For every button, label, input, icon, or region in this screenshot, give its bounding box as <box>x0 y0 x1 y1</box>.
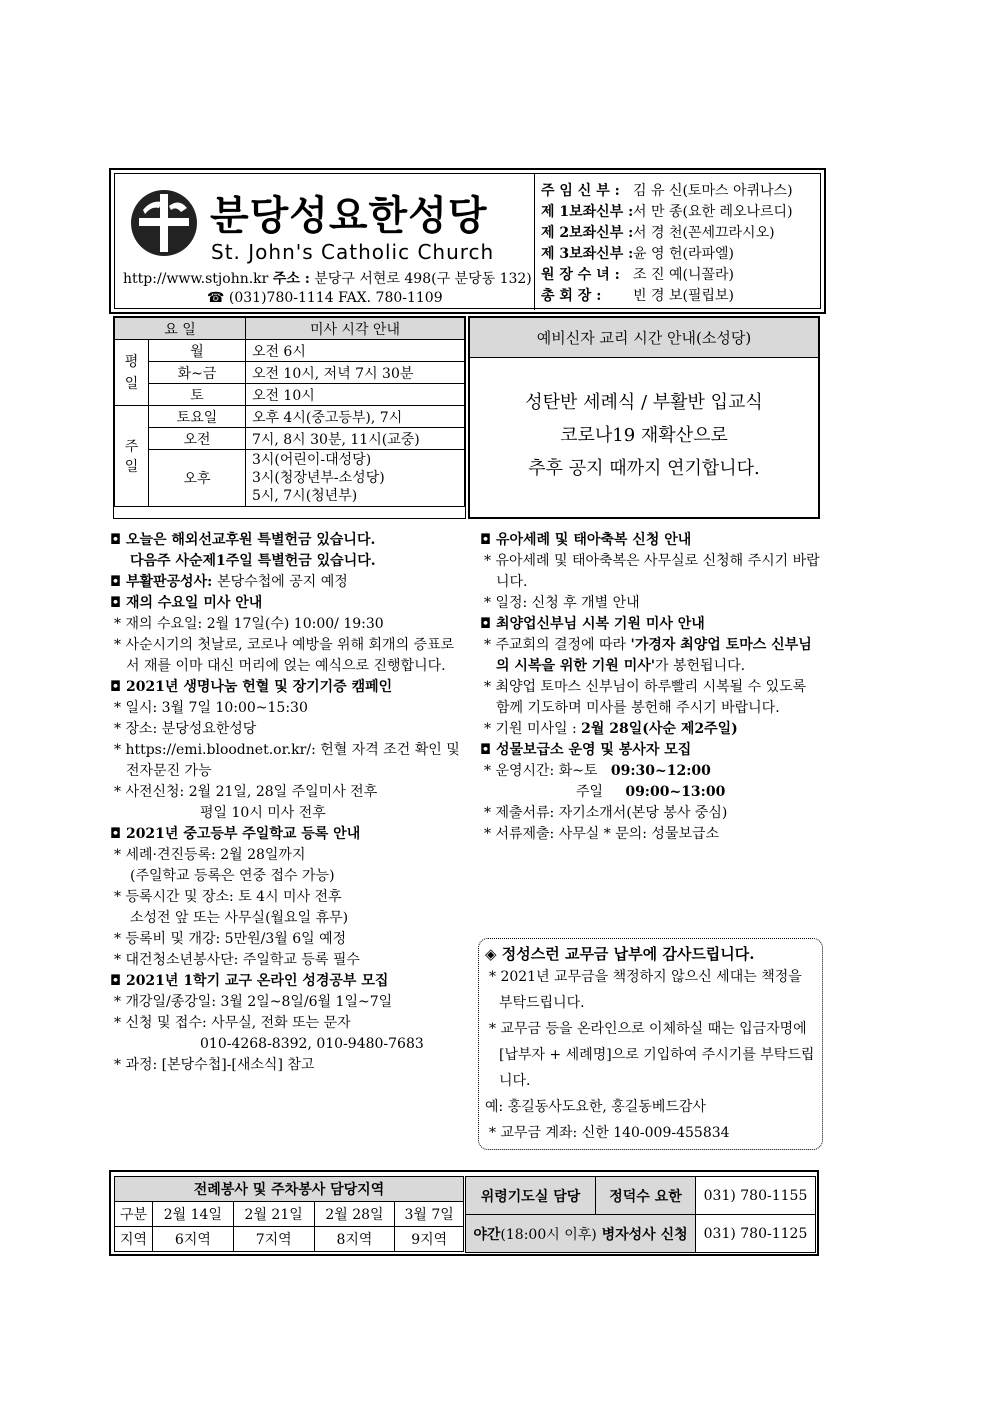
tithe-example: 예: 홍길동사도요한, 홍길동베드감사 <box>485 1099 706 1115</box>
right-column <box>480 530 820 845</box>
left-column <box>110 530 460 1076</box>
notice-heading: ◘ 오늘은 해외선교후원 특별헌금 있습니다. <box>110 530 460 551</box>
mass-day: 오전 <box>149 428 246 450</box>
tithe-bullet: * 2021년 교무금을 책정하지 않으신 세대는 책정을 부탁드립니다. <box>485 964 816 1016</box>
notice-heading: ◘ 최양업신부님 시복 기원 미사 안내 <box>480 614 820 635</box>
service-area: 9지역 <box>395 1227 464 1252</box>
notice-bullet: * 대건청소년봉사단: 주일학교 등록 필수 <box>110 950 460 971</box>
notice-heading: ◘ 재의 수요일 미사 안내 <box>110 593 460 614</box>
notice-text: (주일학교 등록은 연중 접수 가능) <box>130 868 335 884</box>
service-date: 2월 21일 <box>233 1202 314 1227</box>
notice-bullet: * 제출서류: 자기소개서(본당 봉사 중심) <box>480 803 820 824</box>
mass-schedule-table <box>114 317 465 507</box>
logo-area <box>115 174 535 310</box>
contact-table-wrap <box>465 1176 816 1253</box>
mass-schedule <box>113 316 466 519</box>
row-label: 구분 <box>115 1202 153 1227</box>
notice-heading: ◘ 성물보급소 운영 및 봉사자 모집 <box>480 740 820 761</box>
contact-phone: 031) 780-1155 <box>696 1177 816 1215</box>
notice-bullet: * 서류제출: 사무실 * 문의: 성물보급소 <box>480 824 820 845</box>
clergy-row: 원 장 수 녀 : 조 진 예(니꼴라) <box>541 267 734 283</box>
contact-label: 위령기도실 담당 <box>466 1177 596 1215</box>
address-text: 분당구 서현로 498(구 분당동 132) <box>314 271 532 287</box>
notice-heading: ◘ 2021년 1학기 교구 온라인 성경공부 모집 <box>110 971 460 992</box>
tithe-title: ◈ 정성스런 교무금 납부에 감사드립니다. <box>485 943 816 964</box>
church-name-korean: 분당성요한성당 <box>210 193 488 239</box>
sunday-label: 주일 <box>115 406 149 507</box>
church-name-english: St. John's Catholic Church <box>211 240 495 264</box>
notice-text: 평일 10시 미사 전후 <box>200 805 326 821</box>
mass-day: 화~금 <box>149 362 246 384</box>
mass-time: 오후 4시(중고등부), 7시 <box>245 406 464 428</box>
notice-text: 010-4268-8392, 010-9480-7683 <box>200 1036 424 1052</box>
contact-line <box>123 268 532 288</box>
clergy-row: 제 2보좌신부 :서 경 천(꼰세끄라시오) <box>541 225 775 241</box>
notice-bullet: * 과정: [본당수첩]-[새소식] 참고 <box>110 1055 460 1076</box>
tithe-account: * 교무금 계좌: 신한 140-009-455834 <box>485 1120 816 1146</box>
clergy-row: 주 임 신 부 : 김 유 신(토마스 아퀴나스) <box>541 183 793 199</box>
clergy-row: 제 1보좌신부 :서 만 종(요한 레오나르디) <box>541 204 793 220</box>
contact-phone: 031) 780-1125 <box>696 1215 816 1253</box>
notice-bullet: * 기원 미사일 : 2월 28일(사순 제2주일) <box>480 719 820 740</box>
notice-heading: ◘ 유아세례 및 태아축복 신청 안내 <box>480 530 820 551</box>
notice-bullet: * 운영시간: 화~토 09:30~12:00 <box>480 761 820 782</box>
bottom-info <box>109 1170 819 1256</box>
notice-bullet: * 등록시간 및 장소: 토 4시 미사 전후 <box>110 887 460 908</box>
service-area: 7지역 <box>233 1227 314 1252</box>
notice-bullet: * 재의 수요일: 2월 17일(수) 10:00/ 19:30 <box>110 614 460 635</box>
mass-day: 오후 <box>149 450 246 507</box>
notice-bullet: * 사순시기의 첫날로, 코로나 예방을 위해 회개의 증표로서 재를 이마 대신 머리에 얹는 예식으로 진행합니다. <box>110 635 460 677</box>
contact-table <box>465 1176 816 1253</box>
mass-day: 토 <box>149 384 246 406</box>
church-cross-logo-icon <box>129 188 199 258</box>
notice-heading: ◘ 2021년 중고등부 주일학교 등록 안내 <box>110 824 460 845</box>
mass-time: 오전 10시 <box>245 384 464 406</box>
service-date: 3월 7일 <box>395 1202 464 1227</box>
service-date: 2월 14일 <box>153 1202 234 1227</box>
notice-bullet: * 세례·견진등록: 2월 28일까지 <box>110 845 460 866</box>
service-area: 8지역 <box>314 1227 395 1252</box>
mass-time: 오전 10시, 저녁 7시 30분 <box>245 362 464 384</box>
notice-bullet: * 일정: 신청 후 개별 안내 <box>480 593 820 614</box>
notice-bullet: * 개강일/종강일: 3월 2일~8일/6월 1일~7일 <box>110 992 460 1013</box>
clergy-row: 총 회 장 : 빈 경 보(필립보) <box>541 288 734 304</box>
website-link[interactable]: http://www.stjohn.kr <box>123 271 269 287</box>
mass-col-day: 요 일 <box>115 318 246 340</box>
service-area-table-wrap <box>114 1176 464 1252</box>
notice-bullet: * 최양업 토마스 신부님이 하루빨리 시복될 수 있도록 함께 기도하며 미사를 봉헌해 주시기 바랍니다. <box>480 677 820 719</box>
contact-name: 정덕수 요한 <box>596 1177 696 1215</box>
notice-heading: ◘ 2021년 생명나눔 헌혈 및 장기기증 캠페인 <box>110 677 460 698</box>
service-area-table <box>114 1176 464 1252</box>
mass-time: 7시, 8시 30분, 11시(교중) <box>245 428 464 450</box>
service-date: 2월 28일 <box>314 1202 395 1227</box>
notice-bullet: * 등록비 및 개강: 5만원/3월 6일 예정 <box>110 929 460 950</box>
notice-bullet: * 유아세례 및 태아축복은 사무실로 신청해 주시기 바랍니다. <box>480 551 820 593</box>
contact-label: 야간(18:00시 이후) 병자성사 신청 <box>466 1215 696 1253</box>
phone-fax-line: ☎ (031)780-1114 FAX. 780-1109 <box>207 290 443 306</box>
notice-text: 소성전 앞 또는 사무실(월요일 휴무) <box>130 910 349 926</box>
catechumen-title: 예비신자 교리 시간 안내(소성당) <box>470 318 818 358</box>
weekday-label: 평일 <box>115 340 149 406</box>
service-area-title: 전례봉사 및 주차봉사 담당지역 <box>115 1177 464 1202</box>
header-inner <box>114 173 821 309</box>
notice-bullet: * 사전신청: 2월 21일, 28일 주일미사 전후 <box>110 782 460 803</box>
tithe-thanks-box <box>478 938 823 1150</box>
mass-col-time: 미사 시각 안내 <box>245 318 464 340</box>
catechumen-notice: 성탄반 세례식 / 부활반 입교식 코로나19 재확산으로 추후 공지 때까지 연기합니다. <box>525 392 763 479</box>
row-label: 지역 <box>115 1227 153 1252</box>
blood-donation-link[interactable]: * https://emi.bloodnet.or.kr/: 헌혈 자격 조건 확인 및 전자문진 가능 <box>110 740 460 782</box>
bulletin-header <box>109 168 826 314</box>
clergy-list <box>541 180 821 306</box>
notice-bullet: * 주교회의 결정에 따라 '가경자 최양업 토마스 신부님의 시복을 위한 기원 미사'가 봉헌됩니다. <box>480 635 820 677</box>
clergy-row: 제 3보좌신부 :윤 영 헌(라파엘) <box>541 246 734 262</box>
notice-bullet: * 일시: 3월 7일 10:00~15:30 <box>110 698 460 719</box>
catechumen-box <box>468 316 820 519</box>
mass-time: 오전 6시 <box>245 340 464 362</box>
notice-heading: ◘ 부활판공성사: 본당수첩에 공지 예정 <box>110 572 460 593</box>
notice-text: 주일 09:00~13:00 <box>576 784 726 800</box>
tithe-bullet: * 교무금 등을 온라인으로 이체하실 때는 입금자명에 [납부자 + 세례명]으로 기입하여 주시기를 부탁드립니다. <box>485 1016 816 1094</box>
notice-text: 다음주 사순제1주일 특별헌금 있습니다. <box>130 553 376 569</box>
address-label: 주소 : <box>272 271 310 287</box>
notice-bullet: * 장소: 분당성요한성당 <box>110 719 460 740</box>
mass-day: 토요일 <box>149 406 246 428</box>
mass-day: 월 <box>149 340 246 362</box>
notice-bullet: * 신청 및 접수: 사무실, 전화 또는 문자 <box>110 1013 460 1034</box>
mass-time: 3시(어린이-대성당) 3시(청장년부-소성당) 5시, 7시(청년부) <box>245 450 464 507</box>
service-area: 6지역 <box>153 1227 234 1252</box>
